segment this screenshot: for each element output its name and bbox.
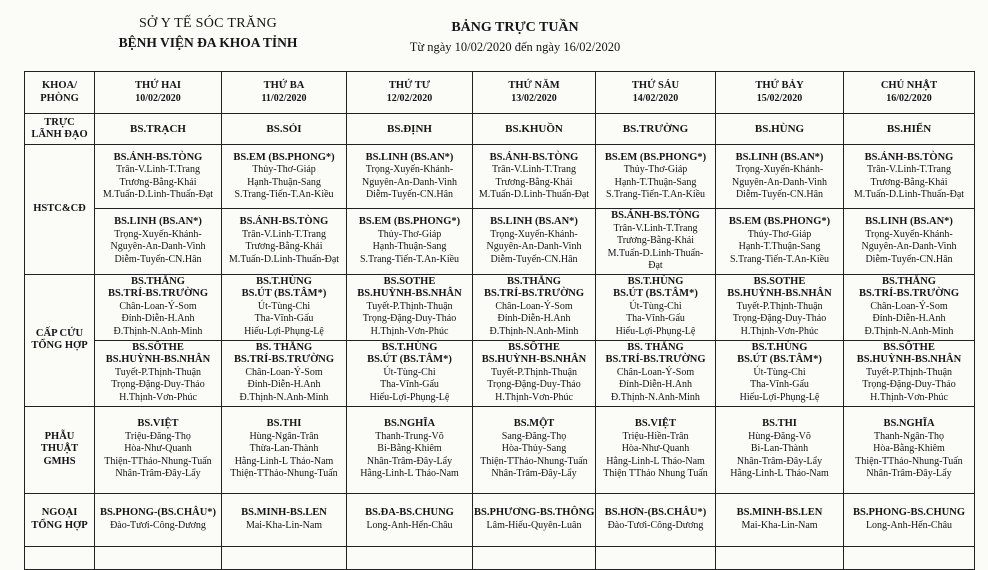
doctor-names: BS.EM (BS.PHONG*) [358, 216, 461, 228]
document-title: BẢNG TRỰC TUẦN [451, 20, 579, 35]
doctor-names: BS.LINH (BS.AN*) [490, 216, 578, 228]
doctor-names: BS.SÔTHE [883, 341, 935, 353]
staff-names: Long-Anh-Hến-Châu [865, 519, 953, 531]
doctor-names: BS.HUỲNH-BS.NHÂN [856, 354, 962, 366]
doctor-names: BS.SỎI [266, 122, 302, 135]
staff-names: Tuyết-P.Thịnh-Thuận [366, 300, 453, 312]
staff-names: Chân-Loan-Ý-Som [870, 300, 948, 312]
staff-names: Tuyết-P.Thịnh-Thuận [736, 300, 823, 312]
duty-cell [222, 493, 347, 546]
duty-cell [473, 340, 596, 406]
staff-names: Thiện-TThảo-Nhung-Tuấn [104, 455, 212, 467]
doctor-names: BS.LINH (BS.AN*) [735, 151, 824, 163]
staff-names: Mai-Kha-Lin-Nam [245, 519, 323, 531]
staff-names: Trương-Bằng-Khải [495, 176, 573, 188]
doctor-names: BS.ĐA-BS.CHUNG [365, 507, 454, 518]
duty-cell [596, 209, 716, 275]
day-header [95, 72, 222, 114]
day-header [473, 72, 596, 114]
staff-names: Diễm-Tuyến-CN.Hân [365, 189, 454, 200]
staff-names: Trọng-Xuyến-Khánh- [490, 228, 578, 240]
day-date: 11/02/2020 [261, 92, 307, 104]
doctor-names: BS.ÚT (BS.TÂM*) [737, 354, 822, 366]
day-date: 12/02/2020 [386, 92, 433, 104]
doctor-names: BS.ÚT (BS.TÂM*) [367, 354, 452, 366]
doctor-names: BS.LINH (BS.AN*) [865, 216, 953, 228]
day-name: THỨ SÁU [631, 80, 680, 91]
duty-cell [844, 406, 975, 493]
staff-names: H.Thịnh-Vơn-Phúc [740, 325, 819, 337]
staff-names: Trân-V.Linh-T.Trang [867, 164, 951, 175]
duty-cell [716, 274, 844, 340]
doctor-names: BS.HUỲNH-BS.NHÂN [481, 354, 587, 366]
duty-cell [347, 406, 473, 493]
staff-names: Trọng-Đặng-Duy-Thảo [732, 313, 827, 325]
doctor-names: BS.THI [762, 418, 797, 430]
department-cell [25, 145, 95, 275]
staff-names: Triệu-Đăng-Thọ [125, 430, 191, 442]
staff-names: Mai-Kha-Lin-Nam [741, 519, 818, 531]
staff-names: Chân-Loan-Ý-Som [119, 300, 197, 312]
duty-cell [844, 340, 975, 406]
department-name-line: HSTC&CĐ [33, 203, 86, 214]
doctor-names: BS.VIỆT [137, 418, 179, 430]
roster-row [25, 274, 975, 340]
day-header [716, 72, 844, 114]
department-column-header [25, 72, 95, 114]
department-name-line: TRỰC [44, 116, 75, 128]
day-header [222, 72, 347, 114]
staff-names: S.Trang-Tiến-T.An-Kiều [605, 189, 706, 200]
doctor-names: BS.VIỆT [634, 418, 677, 430]
doctor-names: BS.LINH (BS.AN*) [114, 216, 202, 228]
staff-names: Trọng-Xuyến-Khánh- [865, 228, 953, 240]
staff-names: Hòa-Thủy-Sang [501, 443, 567, 455]
duty-cell [95, 145, 222, 209]
staff-names: Hạnh-Thuận-Sang [247, 176, 321, 188]
staff-names: Nguyên-An-Danh-Vinh [861, 241, 957, 253]
staff-names: Đ.Thịnh-N.Anh-Minh [864, 325, 954, 337]
day-name: THỨ HAI [135, 80, 181, 91]
staff-names: Út-Tùng-Chi [383, 366, 436, 378]
staff-names: Đào-Tươi-Công-Dương [110, 519, 206, 531]
staff-names: Hằng-Linh-L Thảo-Nam [730, 468, 829, 480]
doctor-names: BS.SÔTHE [132, 341, 184, 353]
staff-names: Nguyên-An-Danh-Vinh [732, 176, 827, 188]
roster-row [25, 340, 975, 406]
department-cell [25, 274, 95, 406]
staff-names: Út-Tùng-Chi [629, 300, 682, 312]
staff-names: Đ.Thịnh-N.Anh-Minh [489, 325, 579, 337]
staff-names: Hòa-Như-Quanh [124, 443, 192, 455]
duty-cell [222, 274, 347, 340]
doctor-names: BS.ÁNH-BS.TÒNG [239, 216, 329, 228]
duty-cell [716, 406, 844, 493]
doctor-names: BS.ÁNH-BS.TÒNG [489, 151, 579, 163]
staff-names: S.Trang-Tiến-T.An-Kiều [359, 253, 460, 265]
day-date: 10/02/2020 [135, 92, 181, 104]
day-header [596, 72, 716, 114]
staff-names: S.Trang-Tiến-T.An-Kiều [234, 189, 334, 200]
staff-names: Trân-V.Linh-T.Trang [492, 164, 576, 175]
staff-names: Sang-Đăng-Thọ [501, 430, 567, 442]
day-date: 15/02/2020 [756, 92, 803, 104]
staff-names: Nhân-Trâm-Đây-Lẩy [366, 455, 453, 467]
staff-names: Hòa-Bằng-Khiêm [873, 443, 945, 455]
duty-cell [347, 145, 473, 209]
staff-names: Trọng-Xuyến-Khánh- [735, 164, 824, 175]
staff-names: Trọng-Đặng-Duy-Thảo [487, 379, 581, 391]
staff-names: M.Tuấn-D.Linh-Thuấn-Đạt [228, 253, 340, 265]
doctor-names: BS.SÔTHE [508, 341, 560, 353]
duty-cell [473, 209, 596, 275]
duty-cell [95, 274, 222, 340]
staff-names: S.Trang-Tiến-T.An-Kiều [729, 253, 830, 265]
duty-cell [95, 406, 222, 493]
doctor-names: BS.THI [266, 418, 302, 430]
department-name-line: TỔNG HỢP [31, 519, 88, 531]
roster-row [25, 114, 975, 145]
department-of-health: SỞ Y TẾ SÓC TRĂNG [138, 16, 278, 31]
staff-names: Thủy-Thơ-Giáp [747, 228, 812, 240]
duty-cell [716, 493, 844, 546]
doctor-names: BS.ÁNH-BS.TÒNG [864, 151, 954, 163]
doctor-names: BS.KHUỒN [505, 122, 563, 135]
duty-cell [95, 340, 222, 406]
roster-row [25, 209, 975, 275]
duty-cell [473, 406, 596, 493]
staff-names: Hiếu-Lợi-Phụng-Lệ [244, 325, 324, 337]
duty-cell [473, 114, 596, 145]
duty-cell [473, 145, 596, 209]
duty-cell [222, 209, 347, 275]
duty-cell [222, 406, 347, 493]
day-header [347, 72, 473, 114]
doctor-names: BS.PHƯƠNG-BS.THÔNG [474, 507, 595, 518]
duty-cell [844, 274, 975, 340]
corner-line: KHOA/ [41, 80, 77, 91]
department-cell [25, 493, 95, 546]
staff-names: Trương-Bằng-Khải [616, 235, 694, 246]
staff-names: H.Thịnh-Vơn-Phúc [119, 391, 197, 403]
day-header-row [25, 72, 975, 114]
duty-cell [596, 114, 716, 145]
doctor-names: BS.NGHĨA [383, 418, 436, 430]
staff-names: Thiện-TThảo-Nhung-Tuấn [855, 455, 963, 467]
staff-names: Thiện TThảo Nhung Tuấn [603, 468, 708, 480]
staff-names: Bi-Lan-Thành [750, 443, 809, 455]
staff-names: Trọng-Xuyến-Khánh- [114, 228, 202, 240]
staff-names: M.Tuấn-D.Linh-Thuấn-Đạt [102, 189, 214, 200]
doctor-names: BS.TRẠCH [130, 122, 186, 135]
staff-names: M.Tuấn-D.Linh-Thuấn-Đạt [853, 189, 965, 200]
doctor-names: BS.THẮNG [882, 275, 936, 287]
staff-names: Bi-Bằng-Khiêm [377, 443, 442, 455]
doctor-names: BS.TRÍ-BS.TRƯỜNG [605, 354, 706, 366]
day-date: 13/02/2020 [511, 92, 557, 104]
staff-names: Đỉnh-Diễn-H.Anh [497, 313, 571, 325]
staff-names: Đ.Thịnh-N.Anh-Minh [113, 325, 203, 337]
staff-names: Thủy-Thơ-Giáp [252, 164, 316, 175]
department-name-line: LÃNH ĐẠO [31, 129, 88, 140]
duty-cell [347, 340, 473, 406]
staff-names: H.Thịnh-Vơn-Phúc [870, 391, 948, 403]
department-name-line: TỔNG HỢP [31, 340, 88, 351]
doctor-names: BS.TRƯỜNG [622, 122, 689, 135]
staff-names: Nhân-Trâm-Đây-Lẩy [115, 468, 201, 480]
duty-cell [716, 209, 844, 275]
corner-line: PHÒNG [40, 92, 79, 104]
doctor-names: BS.NGHĨA [883, 418, 935, 430]
department-name-line: CẤP CỨU [35, 327, 84, 339]
staff-names: Nhân-Trâm-Đây-Lẩy [736, 455, 823, 467]
roster-row [25, 406, 975, 493]
duty-cell [844, 493, 975, 546]
staff-names: Tha-Vĩnh-Gấu [750, 379, 809, 391]
doctor-names: BS.T.HÙNG [627, 275, 684, 287]
doctor-names: BS.EM (BS.PHONG*) [233, 151, 335, 163]
staff-names: Triệu-Hiền-Trân [622, 430, 689, 442]
staff-names: Đ.Thịnh-N.Anh-Minh [611, 391, 700, 403]
staff-names: M.Tuấn-D.Linh-Thuấn-Đạt [478, 189, 590, 200]
staff-names: Đỉnh-Diễn-H.Anh [247, 379, 321, 391]
staff-names: Diễm-Tuyến-CN.Hân [490, 253, 578, 265]
duty-cell [716, 114, 844, 145]
staff-names: Diễm-Tuyến-CN.Hân [735, 189, 824, 200]
duty-cell [95, 209, 222, 275]
doctor-names: BS.THẮNG [131, 275, 185, 287]
staff-names: Đạt [648, 260, 663, 271]
department-cell [25, 406, 95, 493]
staff-names: Hạnh-Thuận-Sang [372, 241, 447, 253]
staff-names: Tha-Vĩnh-Gấu [626, 313, 685, 325]
doctor-names: BS.SOTHE [753, 275, 806, 287]
doctor-names: BS.SOTHE [383, 275, 436, 287]
duty-cell [347, 209, 473, 275]
duty-cell [222, 114, 347, 145]
staff-names: Chân-Loan-Ý-Som [245, 366, 323, 378]
duty-cell [844, 209, 975, 275]
doctor-names: BS.THẮNG [507, 275, 561, 287]
department-name-line: PHẪU THUẬT [40, 430, 79, 455]
staff-names: Hiếu-Lợi-Phụng-Lệ [739, 391, 820, 403]
staff-names: Nguyên-An-Danh-Vinh [110, 241, 206, 253]
doctor-names: BS.ĐỊNH [387, 122, 432, 135]
staff-names: Trọng-Đặng-Duy-Thảo [862, 379, 956, 391]
duty-cell [844, 145, 975, 209]
duty-cell [473, 493, 596, 546]
doctor-names: BS.ÁNH-BS.TÒNG [113, 151, 203, 163]
department-cell [25, 114, 95, 145]
roster-row [25, 145, 975, 209]
doctor-names: BS.EM (BS.PHONG*) [728, 216, 831, 228]
doctor-names: BS.MINH-BS.LEN [241, 507, 327, 518]
duty-cell [473, 274, 596, 340]
day-date: 16/02/2020 [886, 92, 932, 104]
staff-names: Út-Tùng-Chi [257, 300, 311, 312]
doctor-names: BS.ÁNH-BS.TÒNG [611, 210, 700, 221]
department-name-line: GMHS [43, 455, 76, 467]
staff-names: Đỉnh-Diễn-H.Anh [618, 379, 693, 391]
doctor-names: BS.HIỂN [886, 122, 932, 135]
doctor-names: BS.ÚT (BS.TÂM*) [241, 288, 327, 300]
staff-names: Tuyết-P.Thịnh-Thuận [114, 366, 202, 378]
staff-names: Trọng-Đặng-Duy-Thảo [111, 379, 205, 391]
doctor-names: BS. THẮNG [627, 341, 684, 353]
doctor-names: BS.TRÍ-BS.TRƯỜNG [108, 288, 208, 300]
staff-names: Đào-Tươi-Công-Dương [607, 519, 704, 531]
staff-names: Đỉnh-Diễn-H.Anh [121, 313, 195, 325]
duty-cell [596, 406, 716, 493]
staff-names: Thanh-Ngân-Thọ [874, 430, 944, 442]
staff-names: Tha-Vĩnh-Gấu [254, 313, 314, 325]
staff-names: Chân-Loan-Ý-Som [616, 366, 695, 378]
doctor-names: BS.HÙNG [754, 122, 805, 135]
duty-cell [222, 145, 347, 209]
department-name-line: NGOẠI [41, 507, 78, 518]
staff-names: Lâm-Hiếu-Quyên-Luân [486, 519, 582, 531]
hospital-name: BỆNH VIỆN ĐA KHOA TỈNH [118, 35, 298, 50]
staff-names: Nhân-Trâm-Đây-Lẩy [491, 468, 577, 480]
staff-names: Hùng-Ngân-Trân [249, 430, 319, 442]
staff-names: Hòa-Như-Quanh [621, 443, 690, 455]
document-title-block [380, 20, 650, 55]
staff-names: Trọng-Đặng-Duy-Thảo [362, 313, 457, 325]
staff-names: Diễm-Tuyến-CN.Hân [114, 253, 202, 265]
doctor-names: BS.HUỲNH-BS.NHÂN [727, 288, 832, 300]
staff-names: Trân-V.Linh-T.Trang [116, 164, 200, 175]
day-name: THỨ BẢY [755, 80, 804, 91]
roster-body [25, 114, 975, 570]
staff-names: Diễm-Tuyến-CN.Hân [865, 253, 953, 265]
staff-names: Đ.Thịnh-N.Anh-Minh [239, 391, 329, 403]
doctor-names: BS.PHONG-BS.CHUNG [852, 507, 965, 518]
duty-cell [95, 114, 222, 145]
duty-cell [596, 340, 716, 406]
staff-names: Hằng-Linh-L Thảo-Nam [606, 455, 705, 467]
roster-row [25, 493, 975, 546]
staff-names: Hiếu-Lợi-Phụng-Lệ [615, 325, 696, 337]
staff-names: Hằng-Linh-L Thảo-Nam [234, 455, 334, 467]
staff-names: Hạnh-T.Thuận-Sang [614, 176, 697, 188]
duty-cell [347, 274, 473, 340]
doctor-names: BS.PHONG-(BS.CHÂU*) [99, 507, 217, 518]
day-name: THỨ NĂM [508, 80, 560, 91]
staff-names: Thủy-Thơ-Giáp [623, 164, 688, 175]
staff-names: Hùng-Đăng-Võ [748, 430, 811, 442]
staff-names: Trương-Bằng-Khải [245, 241, 323, 253]
staff-names: Trân-V.Linh-T.Trang [242, 228, 326, 240]
doctor-names: BS. THẮNG [255, 341, 313, 353]
staff-names: Long-Anh-Hến-Châu [366, 519, 453, 531]
duty-cell [844, 114, 975, 145]
duty-cell [716, 340, 844, 406]
staff-names: Thiện-TThảo-Nhung-Tuấn [480, 455, 588, 467]
duty-cell [347, 114, 473, 145]
duty-cell [222, 340, 347, 406]
staff-names: Thanh-Trung-Võ [375, 430, 444, 442]
doctor-names: BS.TRÍ-BS.TRƯỜNG [859, 288, 959, 300]
staff-names: Nguyên-An-Danh-Vinh [486, 241, 582, 253]
day-name: THỨ BA [263, 80, 305, 91]
staff-names: Thiện-TThảo-Nhung-Tuấn [230, 468, 338, 480]
staff-names: Thừa-Lan-Thành [249, 443, 319, 455]
staff-names: Nhân-Trâm-Đây-Lẩy [866, 468, 952, 480]
staff-names: H.Thịnh-Vơn-Phúc [495, 391, 573, 403]
staff-names: Tuyết-P.Thịnh-Thuận [490, 366, 578, 378]
staff-names: Hiếu-Lợi-Phụng-Lệ [369, 391, 450, 403]
staff-names: H.Thịnh-Vơn-Phúc [370, 325, 449, 337]
doctor-names: BS.MINH-BS.LEN [736, 507, 823, 518]
staff-names: Út-Tùng-Chi [753, 366, 806, 378]
doctor-names: BS.EM (BS.PHONG*) [604, 151, 707, 163]
staff-names: Đỉnh-Diễn-H.Anh [872, 313, 946, 325]
staff-names: Trân-V.Linh-T.Trang [613, 222, 698, 234]
staff-names: Chân-Loan-Ý-Som [495, 300, 573, 312]
doctor-names: BS.HƠN-(BS.CHÂU*) [604, 507, 707, 518]
doctor-names: BS.TRÍ-BS.TRƯỜNG [234, 354, 334, 366]
staff-names: Trọng-Xuyến-Khánh- [365, 164, 454, 175]
organization-header [88, 16, 328, 51]
doctor-names: BS.HUỲNH-BS.NHÂN [357, 288, 462, 300]
doctor-names: BS.T.HÙNG [381, 341, 438, 353]
doctor-names: BS.TRÍ-BS.TRƯỜNG [484, 288, 584, 300]
staff-names: Tuyết-P.Thịnh-Thuận [865, 366, 953, 378]
staff-names: Tha-Vĩnh-Gấu [380, 379, 439, 391]
staff-names: Nguyên-An-Danh-Vinh [362, 176, 457, 188]
staff-names: Thủy-Thơ-Giáp [377, 228, 442, 240]
duty-cell [596, 145, 716, 209]
day-date: 14/02/2020 [632, 92, 679, 104]
date-range: Từ ngày 10/02/2020 đến ngày 16/02/2020 [409, 40, 621, 54]
duty-cell [95, 493, 222, 546]
duty-roster-table [24, 71, 975, 570]
duty-cell [596, 274, 716, 340]
day-header [844, 72, 975, 114]
staff-names: Hằng-Linh-L Thảo-Nam [360, 468, 459, 480]
doctor-names: BS.LINH (BS.AN*) [365, 151, 454, 163]
staff-names: Trương-Bằng-Khải [870, 176, 948, 188]
duty-cell [596, 493, 716, 546]
staff-names: Hạnh-T.Thuận-Sang [738, 241, 821, 253]
doctor-names: BS.HUỲNH-BS.NHÂN [105, 354, 211, 366]
doctor-names: BS.T.HÙNG [751, 341, 808, 353]
duty-cell [347, 493, 473, 546]
doctor-names: BS.T.HÙNG [256, 275, 312, 287]
doctor-names: BS.ÚT (BS.TÂM*) [613, 288, 698, 300]
doctor-names: BS.MỘT [513, 418, 555, 430]
staff-names: Trương-Bằng-Khải [119, 176, 197, 188]
day-name: THỨ TƯ [388, 80, 431, 91]
day-name: CHỦ NHẬT [880, 80, 938, 91]
duty-cell [716, 145, 844, 209]
staff-names: M.Tuấn-D.Linh-Thuấn- [607, 247, 704, 259]
